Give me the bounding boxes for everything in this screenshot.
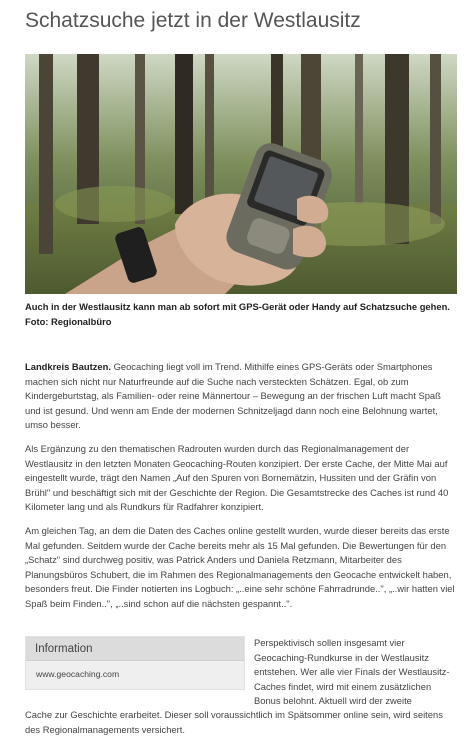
lead-location: Landkreis Bautzen.	[25, 361, 111, 372]
article-paragraph-4-bottom: Cache zur Geschichte erarbeitet. Dieser soll voraussichtlich im Spätsommer online sein, wird seitens des Regionalmanagements versichert.	[25, 709, 443, 735]
photo-caption: Auch in der Westlausitz kann man ab sofort mit GPS-Gerät oder Handy auf Schatzsuche gehen. Foto: Regionalbüro	[25, 301, 450, 327]
article-paragraph-1	[25, 360, 457, 433]
geocaching-link[interactable]: www.geocaching.com	[36, 669, 120, 679]
article-paragraph-2: Als Ergänzung zu den thematischen Radrouten wurden durch das Regionalmanagement der Westlausitz in den letzten Monaten Geocaching-Routen konzipiert. Der erste Cache, der Mitte Mai auf eingestellt wurde, trägt den Namen „Auf den Spuren von Bornemätzin, Hussiten und der Gräfin von Brühl" und beschäftigt sich mit der Geschichte der Region. Die Gesamtstrecke des Caches ist rund 40 Kilometer lang und als Rundkurs für Radfahrer konzipiert.	[25, 443, 449, 513]
article-title: Schatzsuche jetzt in der Westlausitz	[25, 9, 361, 32]
article-paragraph-3: Am gleichen Tag, an dem die Daten des Caches online gestellt wurden, wurde dieser bereits das erste Mal gefunden. Seitdem wurde der Cache bereits mehr als 15 Mal gefunden. Die Bewertungen für den „Schatz" sind durchweg positiv, was Patrick Anders und Daniela Retzmann, Mitarbeiter des Planungsbüros Schubert, die im Rahmen des Regionalmanagements den Geocache entwickelt haben, besonders freut. Die Finder notierten ins Logbuch: „..eine sehr schöne Fahrradrunde..", „..wir hatten viel Spaß beim Finden..", „..sind schon auf die nächsten gespannt..".	[25, 525, 455, 609]
information-box-title: Information	[26, 637, 244, 661]
gps-forest-photo-illustration	[25, 54, 457, 294]
paragraph-1-text: Geocaching liegt voll im Trend. Mithilfe eines GPS-Geräts oder Smartphones machen sich nicht nur Naturfreunde auf die Suche nach versteckten Schätzen. Egal, ob zum Kindergeburtstag, als Familien- oder reine Männertour – Bewegung an der frischen Luft macht Spaß und ist gesund. Und wenn am Ende der modernen Schnitzeljagd dann noch eine Belohnung wartet, umso besser.	[25, 361, 441, 431]
article-paragraph-4-side: Perspektivisch sollen insgesamt vier Geocaching-Rundkurse in der Westlausitz entstehen. Wer alle vier Finals der Westlausitz-Caches findet, wird mit einem zusätzlichen Bonus belohnt. Aktuell wird der zweite	[254, 637, 450, 707]
information-box	[25, 636, 245, 690]
article-photo	[25, 54, 457, 294]
